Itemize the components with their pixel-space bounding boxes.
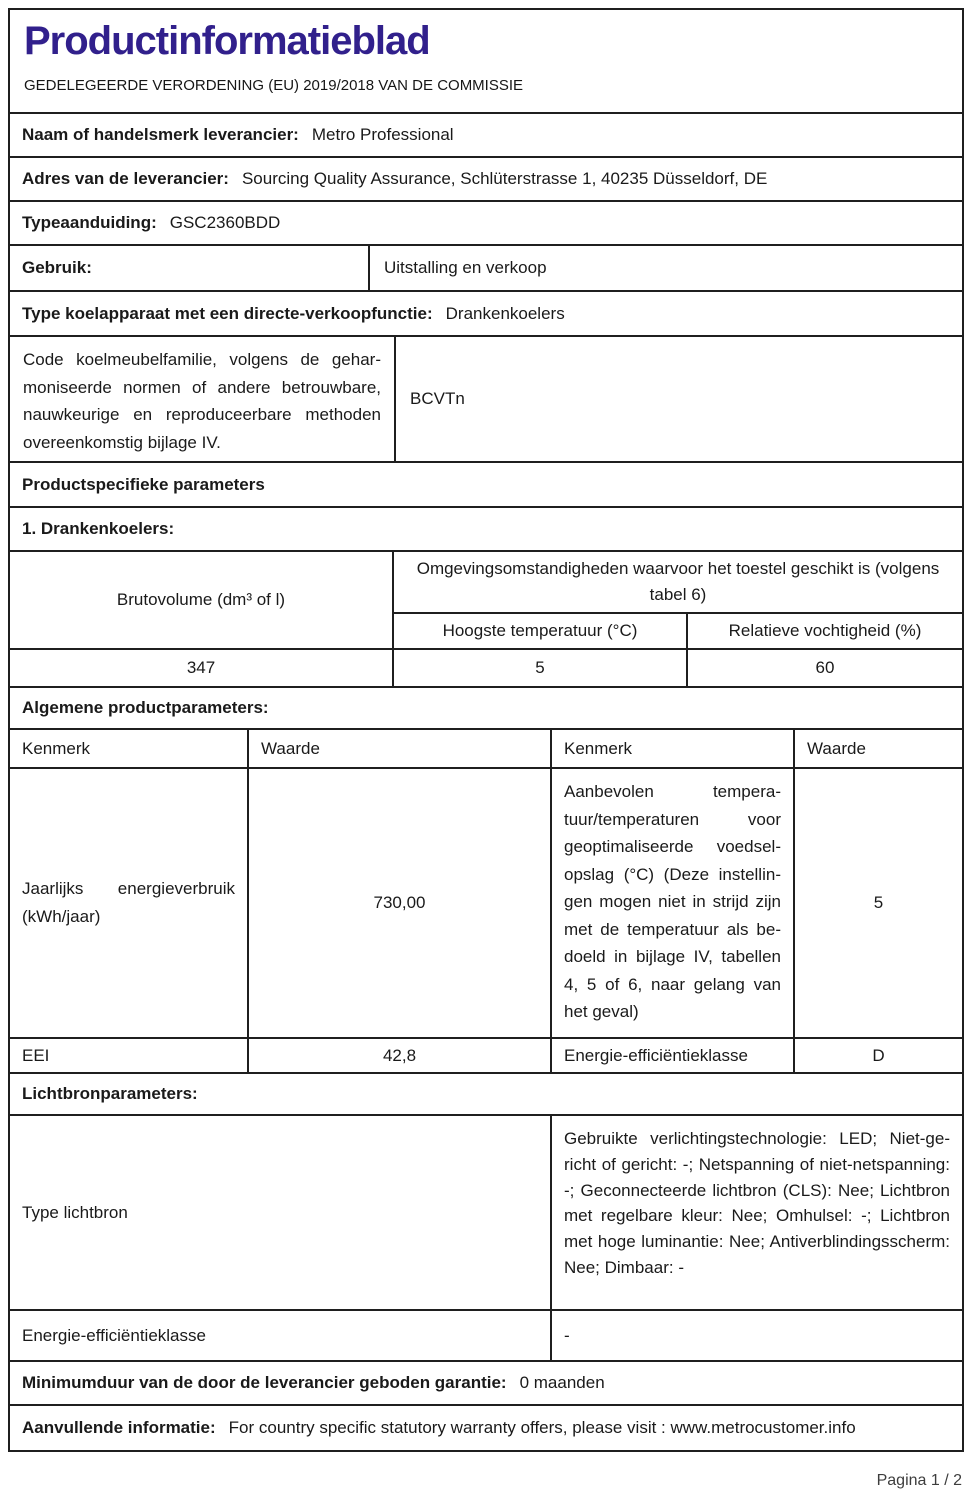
use-value: Uitstalling en verkoop [368, 246, 962, 290]
volume-conditions-table [8, 550, 964, 688]
light-energy-class-label: Energie-efficiëntieklasse [10, 1309, 550, 1360]
relative-humidity-header: Relatieve vochtigheid (%) [686, 612, 962, 648]
recommended-temperature-value: 5 [793, 767, 962, 1037]
section-product-specific [8, 461, 964, 508]
row-family-code [8, 335, 964, 463]
light-source-table [8, 1114, 964, 1362]
additional-info-value: For country specific statutory warranty offers, please visit : www.metrocustomer.info [228, 1418, 856, 1437]
energy-class-label: Energie-efficiëntieklasse [550, 1037, 793, 1072]
family-code-label: Code koelmeubelfamilie, volgens de geharmoniseerde normen of andere betrouwbare, nauwkeurige en reproduceerbare methoden overeenkomstig bijlage IV. [23, 350, 381, 452]
annual-energy-value: 730,00 [247, 767, 550, 1037]
section-general-parameters-label: Algemene productparameters: [22, 698, 269, 717]
recommended-temperature-label: Aanbevolen temperatuur/temperaturen voor geoptimaliseerde voedselopslag (°C) (Deze instellingen mogen niet in strijd zijn met de temperatuur als bedoeld in bijlage IV, tabellen 4, 5 of 6, naar gelang van het geval) [550, 767, 793, 1037]
row-appliance-category [8, 290, 964, 337]
max-temperature-header: Hoogste temperatuur (°C) [392, 612, 686, 648]
column-header-waarde-1: Waarde [247, 730, 550, 767]
column-header-waarde-2: Waarde [793, 730, 962, 767]
supplier-address-value: Sourcing Quality Assurance, Schlüterstrasse 1, 40235 Düsseldorf, DE [241, 169, 768, 188]
relative-humidity-value: 60 [686, 648, 962, 686]
energy-class-value: D [793, 1037, 962, 1072]
gross-volume-header: Brutovolume (dm³ of l) [116, 590, 286, 609]
row-warranty [8, 1360, 964, 1406]
supplier-address-label: Adres van de leverancier: [22, 169, 229, 188]
supplier-name-value: Metro Professional [311, 125, 454, 144]
row-use [8, 244, 964, 292]
page-subtitle: GEDELEGEERDE VERORDENING (EU) 2019/2018 VAN DE COMMISSIE [24, 77, 524, 94]
family-code-value: BCVTn [394, 337, 962, 461]
max-temperature-value: 5 [392, 648, 686, 686]
light-energy-class-value: - [550, 1309, 962, 1360]
gross-volume-value: 347 [10, 648, 392, 686]
warranty-value: 0 maanden [519, 1373, 605, 1392]
light-source-type-value: Gebruikte verlichtingstechnologie: LED; Niet-gericht of gericht: -; Netspanning of niet-netspanning: -; Geconnecteerde lichtbron (CLS): Nee; Lichtbron met regelbare kleur: Nee; Omhulsel: -; Lichtbron met hoge luminantie: Nee; Antiverblindingsscherm: Nee; Dimbaar: - [550, 1116, 962, 1309]
row-model-identifier [8, 200, 964, 246]
annual-energy-label: Jaarlijks energieverbruik (kWh/jaar) [10, 767, 247, 1037]
additional-info-label: Aanvullende informatie: [22, 1418, 216, 1437]
section-general-parameters [8, 686, 964, 730]
general-parameters-table [8, 728, 964, 1074]
ambient-conditions-header: Omgevingsomstandigheden waarvoor het toestel geschikt is (volgens tabel 6) [392, 552, 962, 612]
page-number: Pagina 1 / 2 [876, 1472, 962, 1489]
row-additional-info [8, 1404, 964, 1452]
section-drankenkoelers [8, 506, 964, 552]
row-supplier-address [8, 156, 964, 202]
column-header-kenmerk-2: Kenmerk [550, 730, 793, 767]
header-box [8, 8, 964, 114]
section-drankenkoelers-label: 1. Drankenkoelers: [22, 519, 175, 538]
model-identifier-label: Typeaanduiding: [22, 213, 157, 232]
appliance-category-value: Drankenkoelers [445, 303, 565, 323]
fiche-table [8, 8, 964, 1452]
supplier-name-label: Naam of handelsmerk leverancier: [22, 125, 299, 144]
row-supplier-name [8, 112, 964, 158]
column-header-kenmerk-1: Kenmerk [22, 738, 91, 758]
appliance-category-label: Type koelapparaat met een directe-verkoopfunctie: [22, 303, 433, 323]
warranty-label: Minimumduur van de door de leverancier geboden garantie: [22, 1373, 507, 1392]
page-title: Productinformatieblad [24, 19, 430, 63]
use-label: Gebruik: [22, 258, 92, 277]
eei-value: 42,8 [247, 1037, 550, 1072]
light-source-type-label: Type lichtbron [22, 1202, 128, 1222]
section-product-specific-label: Productspecifieke parameters [22, 474, 265, 494]
model-identifier-value: GSC2360BDD [169, 213, 281, 232]
section-light-source [8, 1072, 964, 1116]
section-light-source-label: Lichtbronparameters: [22, 1084, 198, 1103]
eei-label: EEI [10, 1037, 247, 1072]
